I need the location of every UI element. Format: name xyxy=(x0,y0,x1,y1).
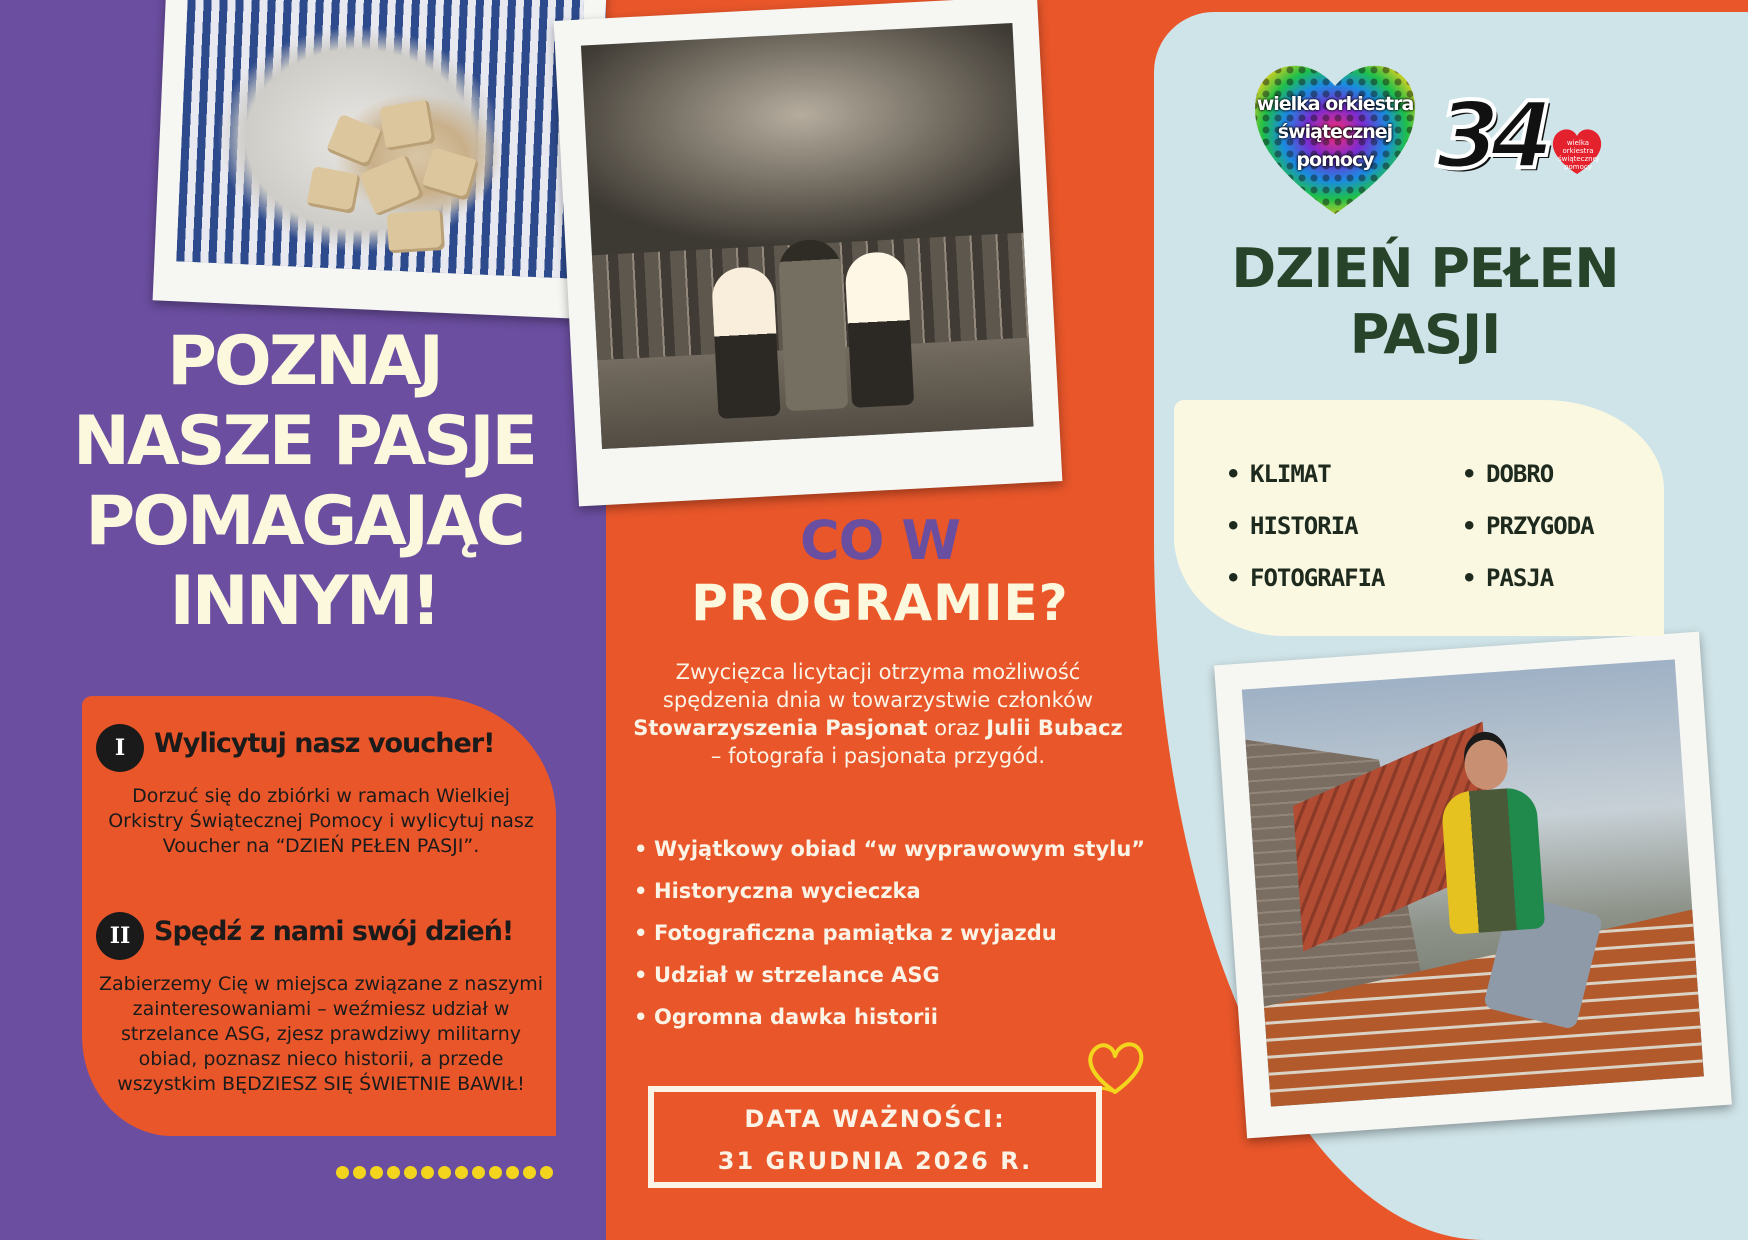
program-item: • Fotograficzna pamiątka z wyjazdu xyxy=(632,912,1152,954)
intro-photographer-name: Julii Bubacz xyxy=(986,716,1123,740)
headline-line: POMAGAJĄC xyxy=(85,482,523,561)
validity-box xyxy=(648,1086,1102,1188)
step-number-badge: I xyxy=(96,724,144,772)
bread-photo xyxy=(153,0,608,319)
wosp-logo-text: wielka orkiestra xyxy=(1256,93,1414,115)
program-intro xyxy=(628,658,1128,770)
photographer-photo xyxy=(1214,632,1732,1139)
validity-date: 31 GRUDNIA 2026 R. xyxy=(717,1147,1033,1175)
step-number-badge: II xyxy=(96,912,144,960)
headline-line: INNYM! xyxy=(169,562,439,641)
decorative-dots xyxy=(336,1166,553,1179)
program-item: • Ogromna dawka historii xyxy=(632,996,1152,1038)
photographer-image xyxy=(1242,659,1704,1106)
passions-list-left xyxy=(1226,448,1385,604)
passions-list-right xyxy=(1462,448,1594,604)
final-number: 34 xyxy=(1436,82,1545,189)
small-heart-logo xyxy=(1550,126,1604,176)
passion-item: • KLIMAT xyxy=(1226,448,1385,500)
passion-item: • HISTORIA xyxy=(1226,500,1385,552)
step-description: Zabierzemy Cię w miejsca związane z naszymi zainteresowaniami – weźmiesz udział w strzelance ASG, zjesz prawdziwy militarny obiad, poznasz nieco historii, a przede wszystkim BĘDZIESZ SIĘ ŚWIETNIE BAWIŁ! xyxy=(98,973,543,1095)
step-description: Dorzuć się do zbiórki w ramach Wielkiej Orkistry Świątecznej Pomocy i wylicytuj nasz Voucher na “DZIEŃ PEŁEN PASJI”. xyxy=(108,785,534,857)
final-34-logo xyxy=(1432,82,1612,192)
passion-item: • PRZYGODA xyxy=(1462,500,1594,552)
steps-box xyxy=(82,696,556,1136)
wosp-heart-logo xyxy=(1248,52,1422,220)
program-title-line2: PROGRAMIE? xyxy=(691,574,1069,632)
program-item: • Historyczna wycieczka xyxy=(632,870,1152,912)
validity-label: DATA WAŻNOŚCI: xyxy=(744,1105,1006,1133)
reenactors-image xyxy=(581,23,1034,449)
step-title: Spędź z nami swój dzień! xyxy=(154,916,514,947)
reenactors-photo xyxy=(554,0,1063,506)
program-title-line1: CO W xyxy=(800,509,960,572)
passion-item: • PASJA xyxy=(1462,552,1594,604)
right-title-line1: DZIEŃ PEŁEN xyxy=(1231,237,1619,300)
right-title-line2: PASJI xyxy=(1349,303,1501,366)
small-heart-text: wielka orkiestra świątecznej pomocy xyxy=(1558,139,1599,171)
intro-association-name: Stowarzyszenia Pasjonat xyxy=(633,716,928,740)
headline-line: POZNAJ xyxy=(167,322,441,401)
passion-item: • FOTOGRAFIA xyxy=(1226,552,1385,604)
intro-text: – fotografa i pasjonata przygód. xyxy=(710,744,1046,768)
headline-line: NASZE PASJE xyxy=(73,402,535,481)
step-title: Wylicytuj nasz voucher! xyxy=(154,728,495,759)
program-item: • Wyjątkowy obiad “w wyprawowym stylu” xyxy=(632,828,1152,870)
intro-text: Zwycięzca licytacji otrzyma możliwość spędzenia dnia w towarzystwie członków xyxy=(662,660,1094,712)
right-title xyxy=(1190,236,1660,368)
bread-image xyxy=(176,0,584,279)
intro-text: oraz xyxy=(927,716,987,740)
program-item: • Udział w strzelance ASG xyxy=(632,954,1152,996)
wosp-logo-text: świątecznej xyxy=(1277,121,1393,143)
program-title xyxy=(640,510,1120,634)
main-headline xyxy=(30,322,578,642)
program-list xyxy=(632,828,1152,1038)
passion-item: • DOBRO xyxy=(1462,448,1594,500)
wosp-logo-text: pomocy xyxy=(1296,149,1374,171)
